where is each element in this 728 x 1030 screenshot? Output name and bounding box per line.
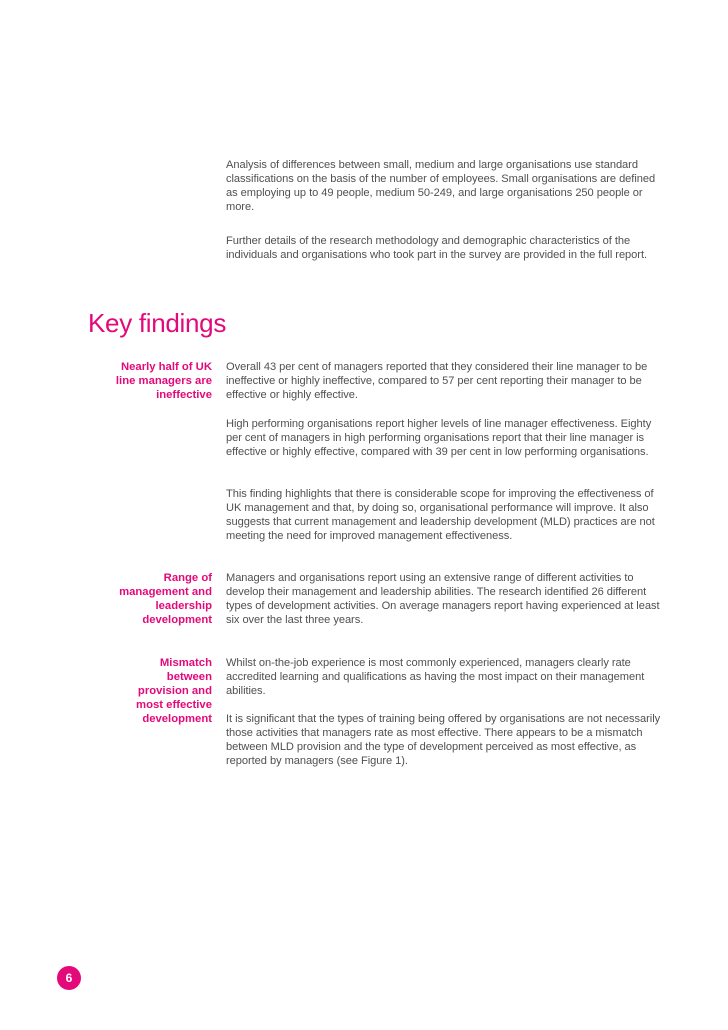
finding-1-paragraph-2: High performing organisations report higher levels of line manager effectiveness. Eighty per cent of managers in high performing organisations report that their line manager is effective or highly effective, compared with 39 per cent in low performing organisations. xyxy=(226,418,652,458)
page-number-badge xyxy=(57,966,81,990)
finding-1-paragraph-1: Overall 43 per cent of managers reported that they considered their line manager to be ineffective or highly ineffective, compared to 57 per cent reporting their manager to be effective or highly effective. xyxy=(226,361,648,401)
finding-3-paragraph-2: It is significant that the types of training being offered by organisations are not necessarily those activities that managers rate as most effective. There appears to be a mismatch between MLD provision and the type of development perceived as most effective, as reported by managers (see Figure 1). xyxy=(226,713,661,767)
finding-1-paragraph-3: This finding highlights that there is considerable scope for improving the effectiveness of UK management and that, by doing so, organisational performance will improve. It also suggests that current management and leadership development (MLD) practices are not meeting the need for improved management effectiveness. xyxy=(226,488,655,542)
intro-paragraph-2: Further details of the research methodology and demographic characteristics of the individuals and organisations who took part in the survey are provided in the full report. xyxy=(226,235,648,261)
intro-paragraph-1: Analysis of differences between small, medium and large organisations use standard classifications on the basis of the number of employees. Small organisations are defined as employing up to 49 people, medium 50-249, and large organisations 250 people or more. xyxy=(226,159,656,213)
finding-label-range-of-development: Range of management and leadership development xyxy=(119,572,212,626)
page-number: 6 xyxy=(65,971,73,985)
finding-label-line-managers: Nearly half of UK line managers are ineffective xyxy=(115,361,212,401)
finding-3-paragraph-1: Whilst on-the-job experience is most commonly experienced, managers clearly rate accredited learning and qualifications as having the most impact on their management abilities. xyxy=(226,657,645,697)
section-title: Key findings xyxy=(88,308,227,338)
finding-label-mismatch: Mismatch between provision and most effective development xyxy=(136,657,212,725)
finding-2-paragraph-1: Managers and organisations report using an extensive range of different activities to develop their management and leadership abilities. The research identified 26 different types of development activities. On average managers report having experienced at least six over the last three years. xyxy=(226,572,660,626)
